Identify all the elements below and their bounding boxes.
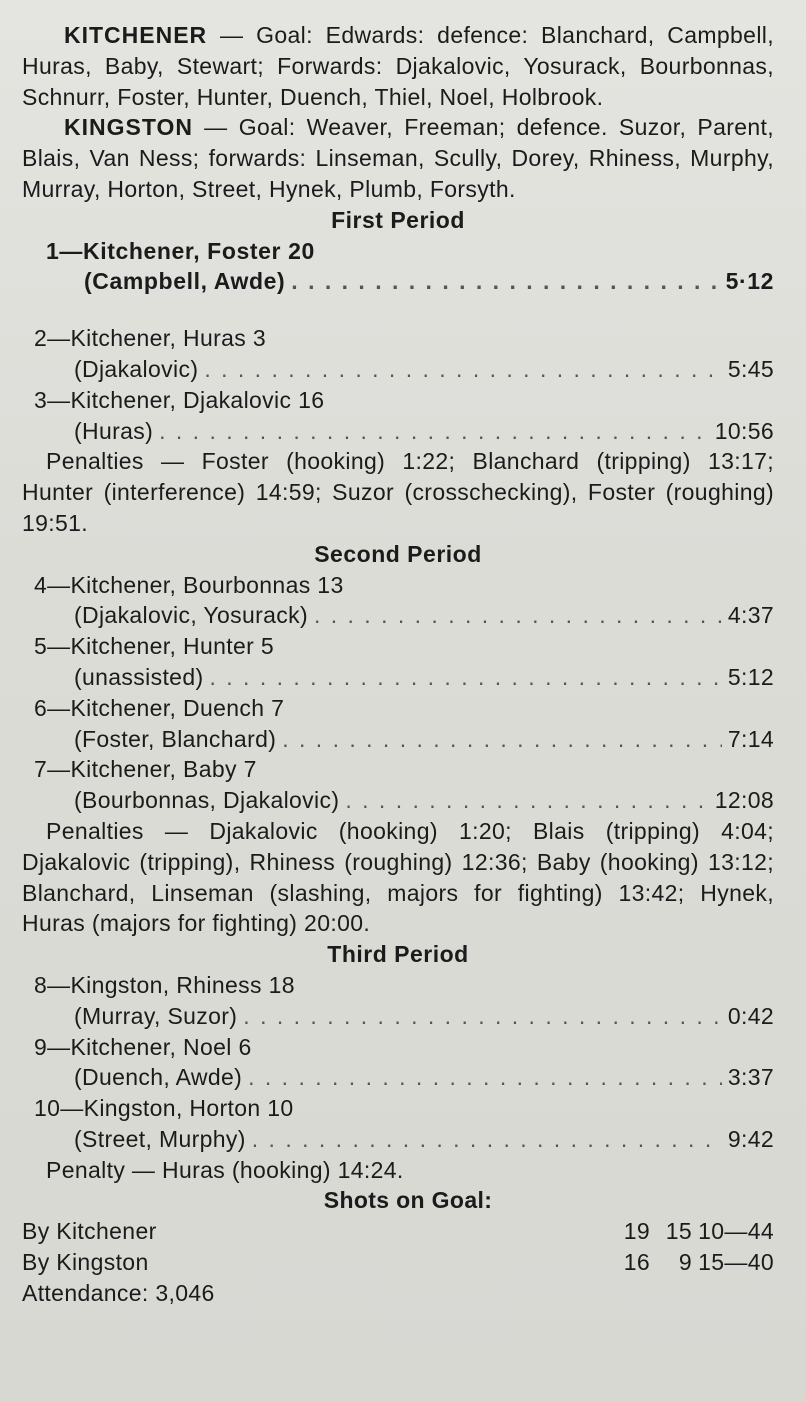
shots-total: 10—44 xyxy=(698,1218,774,1245)
goal-scorer: 7—Kitchener, Baby 7 xyxy=(34,756,257,783)
goal-time: 5:45 xyxy=(727,355,774,382)
shots-team: By Kitchener xyxy=(22,1218,157,1245)
goal-entry xyxy=(22,236,774,298)
spacer xyxy=(22,297,774,323)
goal-time: 3:37 xyxy=(727,1064,774,1091)
goal-scorer: 8—Kingston, Rhiness 18 xyxy=(34,971,295,998)
goal-scorer: 2—Kitchener, Huras 3 xyxy=(34,325,267,352)
leader-dots xyxy=(282,724,722,755)
goal-time: 5:12 xyxy=(727,663,774,690)
leader-dots xyxy=(291,266,719,297)
period-title-second: Second Period xyxy=(314,540,482,567)
goal-scorer: 4—Kitchener, Bourbonnas 13 xyxy=(34,571,344,598)
roster-kingston-text: — Goal: Weaver, Freeman; defence. Suzor, Parent, Blais, Van Ness; forwards: Linseman, Scully, Dorey, Rhiness, Murphy, Murray, Horton, Street, Hynek, Plumb, Forsyth. xyxy=(22,114,774,202)
shots-period-2: 9 xyxy=(678,1249,692,1276)
shots-total: 15—40 xyxy=(698,1249,774,1276)
goal-entry xyxy=(22,323,774,385)
goal-scorer: 6—Kitchener, Duench 7 xyxy=(34,694,285,721)
roster-kingston xyxy=(22,112,774,204)
goal-scorer: 5—Kitchener, Hunter 5 xyxy=(34,633,275,660)
goal-assists: (Bourbonnas, Djakalovic) xyxy=(74,787,340,814)
team-name-kingston: KINGSTON xyxy=(64,114,193,141)
goal-assists: (Street, Murphy) xyxy=(74,1125,246,1152)
leader-dots xyxy=(314,600,722,631)
goal-scorer: 3—Kitchener, Djakalovic 16 xyxy=(34,386,325,413)
goal-assists: (unassisted) xyxy=(74,663,204,690)
leader-dots xyxy=(345,785,708,816)
goal-scorer: 10—Kingston, Horton 10 xyxy=(34,1095,294,1122)
goal-entry xyxy=(22,385,774,447)
shots-period-1: 16 xyxy=(623,1249,650,1276)
period-title-third: Third Period xyxy=(327,941,469,968)
goal-time: 4:37 xyxy=(727,602,774,629)
goal-time: 12:08 xyxy=(714,787,774,814)
shots-team: By Kingston xyxy=(22,1249,149,1276)
leader-dots xyxy=(159,416,709,447)
leader-dots xyxy=(248,1062,722,1093)
goal-entry xyxy=(22,693,774,755)
goal-entry xyxy=(22,754,774,816)
goal-scorer: 9—Kitchener, Noel 6 xyxy=(34,1033,252,1060)
goal-entry xyxy=(22,970,774,1032)
goal-entry xyxy=(22,1093,774,1155)
leader-dots xyxy=(252,1124,722,1155)
goal-assists: (Campbell, Awde) xyxy=(84,268,286,295)
penalties-second-period: Penalties — Djakalovic (hooking) 1:20; Blais (tripping) 4:04; Djakalovic (tripping), Rhiness (roughing) 12:36; Baby (hooking) 13:12; Blanchard, Linseman (slashing, majors for fighting) 13:42; Hynek, Huras (majors for fighting) 20:00. xyxy=(22,817,774,937)
goal-time: 0:42 xyxy=(727,1002,774,1029)
goal-assists: (Huras) xyxy=(74,417,154,444)
goal-scorer: 1—Kitchener, Foster 20 xyxy=(46,237,315,264)
penalties-first-period: Penalties — Foster (hooking) 1:22; Blanchard (tripping) 13:17; Hunter (interference) 14:59; Suzor (crosschecking), Foster (roughing) 19:51. xyxy=(22,448,774,536)
goal-time: 10:56 xyxy=(714,417,774,444)
shots-row-kitchener xyxy=(22,1216,774,1247)
box-score xyxy=(22,20,774,1309)
goal-assists: (Djakalovic, Yosurack) xyxy=(74,602,308,629)
shots-period-1: 19 xyxy=(623,1218,650,1245)
goal-time: 7:14 xyxy=(727,725,774,752)
goal-entry xyxy=(22,1032,774,1094)
goal-assists: (Djakalovic) xyxy=(74,355,199,382)
leader-dots xyxy=(204,354,721,385)
roster-kitchener-text: — Goal: Edwards: defence: Blanchard, Campbell, Huras, Baby, Stewart; Forwards: Djakalovic, Yosurack, Bourbonnas, Schnurr, Foster, Hunter, Duench, Thiel, Noel, Holbrook. xyxy=(22,22,774,110)
goal-time: 9:42 xyxy=(727,1125,774,1152)
shots-on-goal-title: Shots on Goal: xyxy=(323,1187,493,1214)
goal-assists: (Murray, Suzor) xyxy=(74,1002,238,1029)
goal-entry xyxy=(22,570,774,632)
goal-assists: (Duench, Awde) xyxy=(74,1064,243,1091)
roster-kitchener xyxy=(22,20,774,112)
shots-row-kingston xyxy=(22,1247,774,1278)
shots-period-2: 15 xyxy=(665,1218,692,1245)
attendance: Attendance: 3,046 xyxy=(22,1279,215,1306)
penalties-third-period: Penalty — Huras (hooking) 14:24. xyxy=(46,1156,404,1183)
leader-dots xyxy=(243,1001,722,1032)
goal-time: 5·12 xyxy=(725,268,774,295)
period-title-first: First Period xyxy=(331,206,465,233)
team-name-kitchener: KITCHENER xyxy=(64,22,208,48)
goal-assists: (Foster, Blanchard) xyxy=(74,725,277,752)
goal-entry xyxy=(22,631,774,693)
leader-dots xyxy=(209,662,721,693)
